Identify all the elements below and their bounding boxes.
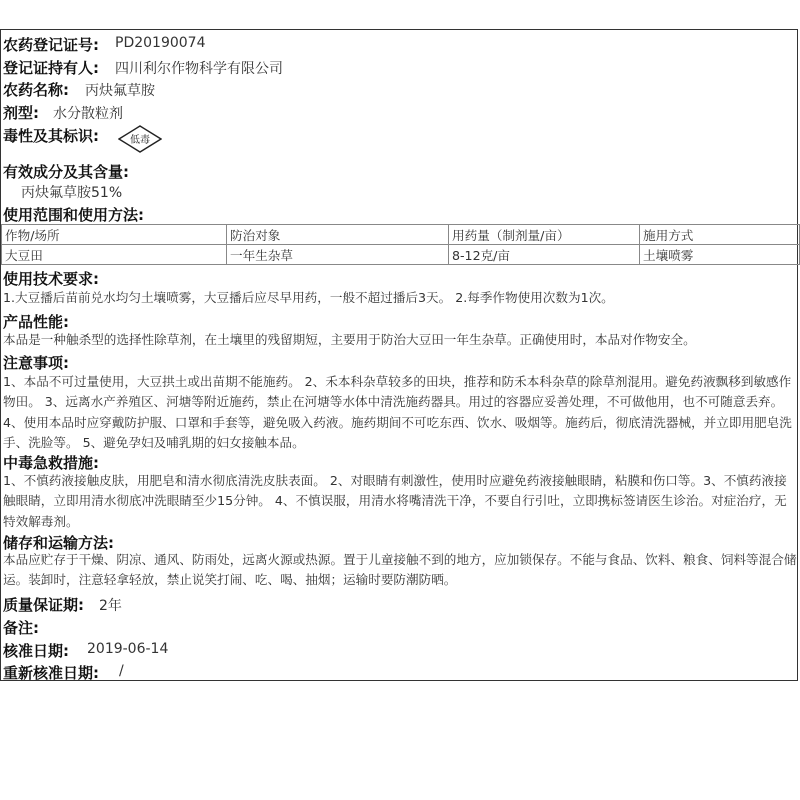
- warranty-value: 2年: [99, 598, 122, 614]
- performance-text: 本品是一种触杀型的选择性除草剂，在土壤里的残留期短，主要用于防治大豆田一年生杂草。正确使用时，本品对作物安全。: [3, 332, 696, 347]
- usage-cell-dosage: 8-12克/亩: [449, 245, 640, 265]
- form-label: 剂型:: [3, 104, 39, 122]
- usage-header-method: 施用方式: [640, 225, 800, 245]
- pesticide-registration-sheet: [0, 29, 798, 681]
- usage-table: [1, 224, 800, 265]
- holder-label: 登记证持有人:: [3, 59, 99, 77]
- name-value: 丙炔氟草胺: [85, 83, 155, 99]
- low-toxicity-diamond-icon: [118, 125, 162, 153]
- reapproval-date-label: 重新核准日期:: [3, 664, 99, 682]
- cautions-label: 注意事项:: [3, 354, 69, 372]
- usage-label: 使用范围和使用方法:: [3, 206, 144, 224]
- approval-date-value: 2019-06-14: [87, 641, 169, 657]
- ingredient-value: 丙炔氟草胺51%: [21, 185, 123, 201]
- storage-label: 储存和运输方法:: [3, 534, 114, 552]
- performance-label: 产品性能:: [3, 313, 69, 331]
- toxicity-label: 毒性及其标识:: [3, 127, 99, 145]
- usage-cell-method: 土壤喷雾: [640, 245, 800, 265]
- toxicity-mark: 低毒: [130, 135, 150, 146]
- usage-table-header-row: [2, 225, 800, 245]
- usage-header-dosage: 用药量（制剂量/亩）: [449, 225, 640, 245]
- form-value: 水分散粒剂: [53, 106, 123, 122]
- remarks-label: 备注:: [3, 619, 39, 637]
- storage-text: 本品应贮存于干燥、阴凉、通风、防雨处，远离火源或热源。置于儿童接触不到的地方，应加锁保存。不能与食品、饮料、粮食、饲料等混合储运。装卸时，注意轻拿轻放，禁止说笑打闹、吃、喝、抽烟；运输时要防潮防晒。: [3, 552, 797, 588]
- reg-no-label: 农药登记证号:: [3, 36, 99, 54]
- reapproval-date-value: /: [119, 663, 124, 679]
- usage-header-crop: 作物/场所: [2, 225, 227, 245]
- warranty-label: 质量保证期:: [3, 596, 84, 614]
- usage-header-target: 防治对象: [227, 225, 449, 245]
- ingredient-label: 有效成分及其含量:: [3, 163, 129, 181]
- usage-cell-target: 一年生杂草: [227, 245, 449, 265]
- table-row: [2, 245, 800, 265]
- approval-date-label: 核准日期:: [3, 642, 69, 660]
- tech-label: 使用技术要求:: [3, 270, 99, 288]
- holder-value: 四川利尔作物科学有限公司: [115, 61, 283, 77]
- usage-cell-crop: 大豆田: [2, 245, 227, 265]
- cautions-text: 1、本品不可过量使用，大豆拱土或出苗期不能施药。 2、禾本科杂草较多的田块，推荐和防禾本科杂草的除草剂混用。避免药液飘移到敏感作物田。 3、远离水产养殖区、河塘等附近施药，禁止在河塘等水体中清洗施药器具。用过的容器应妥善处理，不可做他用，也不可随意丢弃。 4、使用本品时应穿戴防护服、口罩和手套等，避免吸入药液。施药期间不可吃东西、饮水、吸烟等。施药后，彻底清洗器械，并立即用肥皂洗手、洗脸等。 5、避免孕妇及哺乳期的妇女接触本品。: [3, 374, 792, 451]
- first-aid-text: 1、不慎药液接触皮肤，用肥皂和清水彻底清洗皮肤表面。 2、对眼睛有刺激性，使用时应避免药液接触眼睛，粘膜和伤口等。3、不慎药液接触眼睛，立即用清水彻底冲洗眼睛至少15分钟。 4、不慎误服，用清水将嘴清洗干净，不要自行引吐，立即携标签请医生诊治。对症治疗，无特效解毒剂。: [3, 473, 787, 529]
- first-aid-label: 中毒急救措施:: [3, 454, 99, 472]
- reg-no-value: PD20190074: [115, 35, 206, 51]
- name-label: 农药名称:: [3, 81, 69, 99]
- tech-text: 1.大豆播后苗前兑水均匀土壤喷雾，大豆播后应尽早用药，一般不超过播后3天。 2.每季作物使用次数为1次。: [3, 290, 614, 305]
